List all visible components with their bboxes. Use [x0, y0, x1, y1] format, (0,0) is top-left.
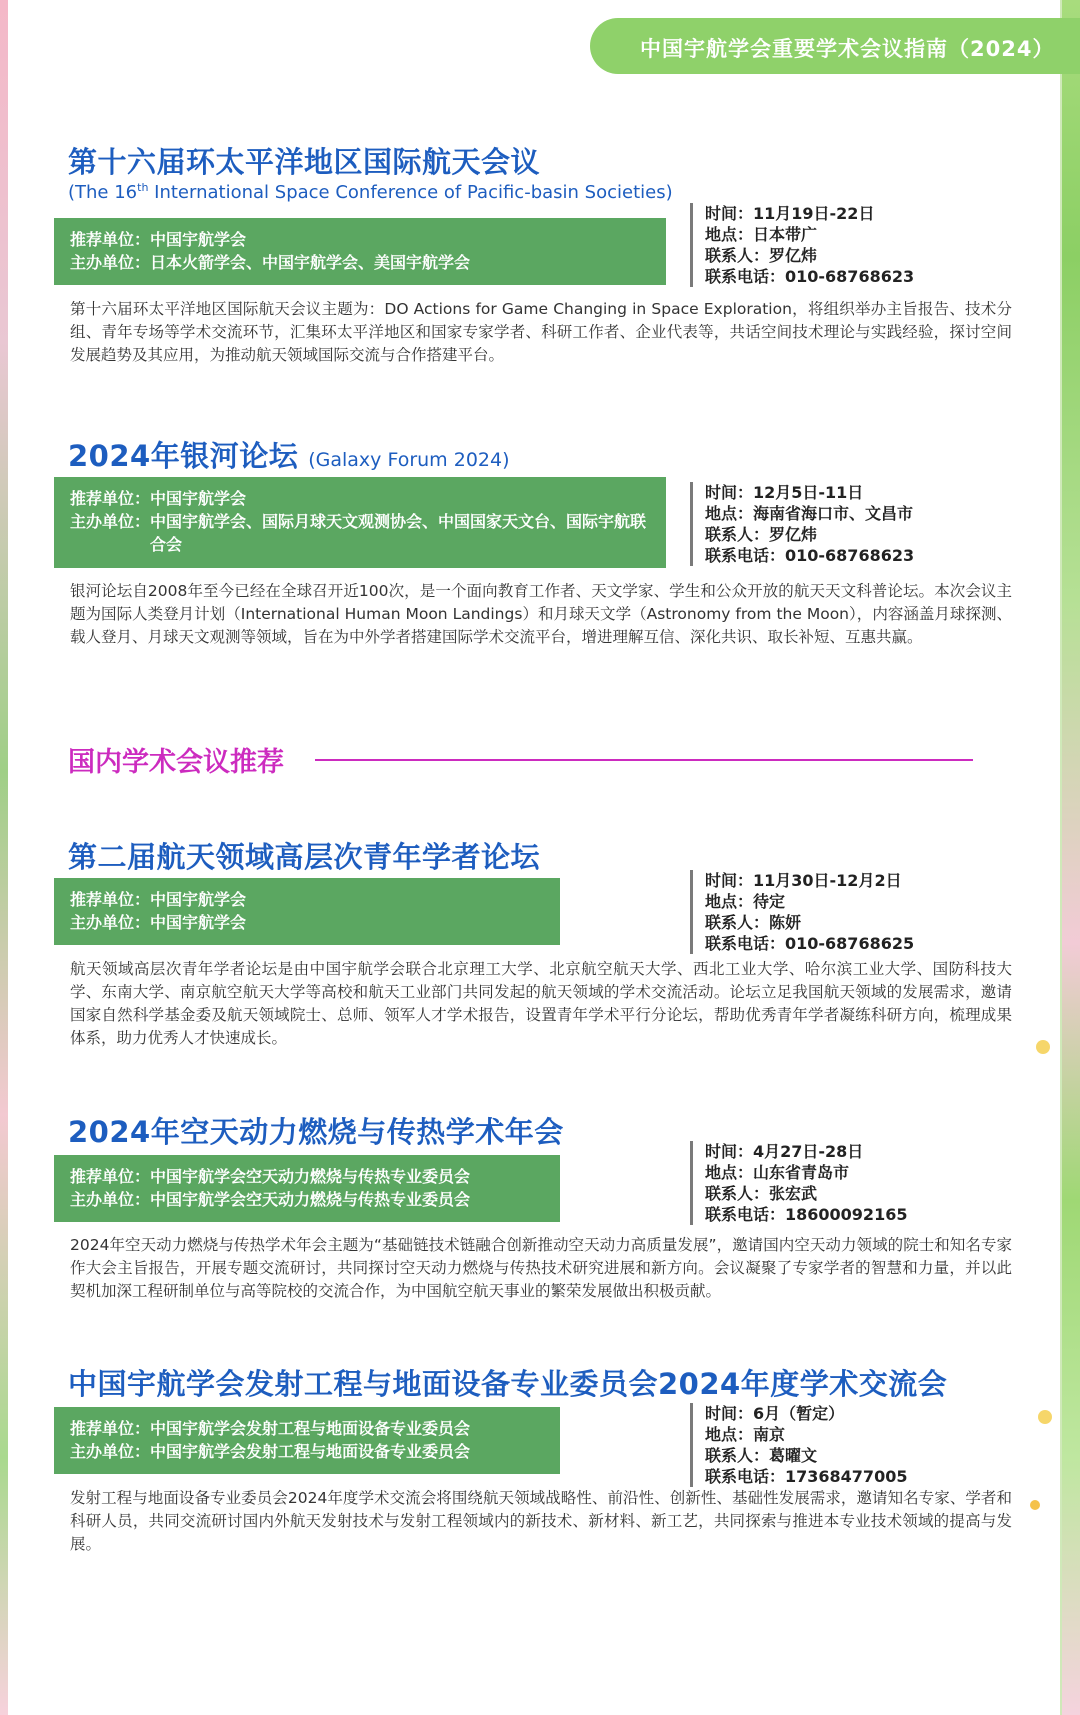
left-decoration-strip [0, 0, 8, 1715]
conference-description: 发射工程与地面设备专业委员会2024年度学术交流会将围绕航天领域战略性、前沿性、创新性、基础性发展需求，邀请知名专家、学者和科研人员，共同交流研讨国内外航天发射技术与发射工程领域内的新技术、新材料、新工艺，共同探索与推进本专业技术领域的提高与发展。 [70, 1489, 1012, 1553]
right-decoration-strip [1062, 0, 1080, 1715]
recommend-unit: 中国宇航学会 [150, 489, 247, 508]
conference-place: 地点：日本带广 [705, 225, 818, 244]
host-unit: 中国宇航学会发射工程与地面设备专业委员会 [150, 1442, 471, 1461]
conference-subtitle: (The 16th International Space Conference of Pacific-basin Societies) [68, 181, 673, 203]
conference-time: 时间：11月30日-12月2日 [705, 871, 902, 890]
conference-description: 银河论坛自2008年至今已经在全球召开近100次，是一个面向教育工作者、天文学家、学生和公众开放的航天天文科普论坛。本次会议主题为国际人类登月计划（International Human Moon Landings）和月球天文学（Astronomy from the Moon），内容涵盖月球探测、载人登月、月球天文观测等领域，旨在为中外学者搭建国际学术交流平台，增进理解互信、深化共识、取长补短、互惠共赢。 [70, 582, 1012, 646]
domestic-section-heading: 国内学术会议推荐 [68, 747, 284, 778]
recommend-unit: 中国宇航学会 [150, 890, 247, 909]
conference-time: 时间：12月5日-11日 [705, 483, 864, 502]
conference-phone: 联系电话：010-68768623 [705, 267, 915, 286]
flower-icon [1030, 1500, 1040, 1510]
conference-description: 航天领域高层次青年学者论坛是由中国宇航学会联合北京理工大学、北京航空航天大学、西北工业大学、哈尔滨工业大学、国防科技大学、东南大学、南京航空航天大学等高校和航天工业部门共同发起的航天领域的学术交流活动。论坛立足我国航天领域的发展需求，邀请国家自然科学基金委及航天领域院士、总师、领军人才学术报告，设置青年学术平行分论坛，帮助优秀青年学者凝练科研方向，梳理成果体系，助力优秀人才快速成长。 [70, 960, 1012, 1047]
organizer-box: 推荐单位： 中国宇航学会空天动力燃烧与传热专业委员会 主办单位： 中国宇航学会空天动力燃烧与传热专业委员会 [54, 1155, 560, 1222]
organizer-box: 推荐单位： 中国宇航学会 主办单位： 中国宇航学会 [54, 878, 560, 945]
conference-place: 地点：南京 [705, 1425, 786, 1444]
conference-title: 第二届航天领域高层次青年学者论坛 [68, 840, 541, 874]
conference-contact: 联系人：罗亿炜 [705, 525, 818, 544]
header-title: 中国宇航学会重要学术会议指南（2024） [640, 37, 1055, 61]
conference-contact: 联系人：葛曜文 [705, 1446, 818, 1465]
conference-info [690, 1403, 907, 1487]
recommend-unit: 中国宇航学会空天动力燃烧与传热专业委员会 [150, 1167, 471, 1186]
conference-time: 时间：6月（暂定） [705, 1404, 845, 1423]
flower-icon [1038, 1410, 1052, 1424]
conference-info [690, 482, 914, 566]
host-unit: 中国宇航学会、国际月球天文观测协会、中国国家天文台、国际宇航联合会 [150, 512, 647, 554]
conference-info [690, 203, 914, 287]
conference-info [690, 870, 914, 954]
host-unit: 日本火箭学会、中国宇航学会、美国宇航学会 [150, 253, 471, 272]
conference-description: 第十六届环太平洋地区国际航天会议主题为：DO Actions for Game Changing in Space Exploration，将组织举办主旨报告、技术分组、青年专场等学术交流环节，汇集环太平洋地区和国家专家学者、科研工作者、企业代表等，共话空间技术理论与实践经验，探讨空间发展趋势及其应用，为推动航天领域国际交流与合作搭建平台。 [70, 300, 1012, 364]
conference-phone: 联系电话：010-68768623 [705, 546, 915, 565]
organizer-box: 推荐单位： 中国宇航学会 主办单位： 中国宇航学会、国际月球天文观测协会、中国国家天文台、国际宇航联合会 [54, 477, 666, 568]
host-unit: 中国宇航学会 [150, 913, 247, 932]
conference-time: 时间：4月27日-28日 [705, 1142, 864, 1161]
conference-contact: 联系人：罗亿炜 [705, 246, 818, 265]
conference-place: 地点：山东省青岛市 [705, 1163, 850, 1182]
conference-contact: 联系人：陈妍 [705, 913, 802, 932]
conference-phone: 联系电话：17368477005 [705, 1467, 908, 1486]
conference-phone: 联系电话：010-68768625 [705, 934, 915, 953]
conference-time: 时间：11月19日-22日 [705, 204, 875, 223]
conference-title: 2024年空天动力燃烧与传热学术年会 [68, 1115, 564, 1149]
conference-contact: 联系人：张宏武 [705, 1184, 818, 1203]
recommend-unit: 中国宇航学会发射工程与地面设备专业委员会 [150, 1419, 471, 1438]
conference-title: 2024年银河论坛 (Galaxy Forum 2024) [68, 439, 510, 473]
conference-phone: 联系电话：18600092165 [705, 1205, 908, 1224]
conference-info [690, 1141, 907, 1225]
organizer-box: 推荐单位： 中国宇航学会发射工程与地面设备专业委员会 主办单位： 中国宇航学会发射工程与地面设备专业委员会 [54, 1407, 560, 1474]
conference-place: 地点：待定 [705, 892, 786, 911]
conference-title: 中国宇航学会发射工程与地面设备专业委员会2024年度学术交流会 [68, 1367, 948, 1401]
flower-icon [1036, 1040, 1050, 1054]
conference-description: 2024年空天动力燃烧与传热学术年会主题为“基础链技术链融合创新推动空天动力高质量发展”，邀请国内空天动力领域的院士和知名专家作大会主旨报告，开展专题交流研讨，共同探讨空天动力燃烧与传热技术研究进展和新方向。会议凝聚了专家学者的智慧和力量，并以此契机加深工程研制单位与高等院校的交流合作，为中国航空航天事业的繁荣发展做出积极贡献。 [70, 1236, 1012, 1300]
conference-title: 第十六届环太平洋地区国际航天会议 [68, 145, 541, 179]
recommend-unit: 中国宇航学会 [150, 230, 247, 249]
section-divider [315, 759, 973, 761]
conference-place: 地点：海南省海口市、文昌市 [705, 504, 914, 523]
host-unit: 中国宇航学会空天动力燃烧与传热专业委员会 [150, 1190, 471, 1209]
organizer-box: 推荐单位： 中国宇航学会 主办单位： 日本火箭学会、中国宇航学会、美国宇航学会 [54, 218, 666, 285]
